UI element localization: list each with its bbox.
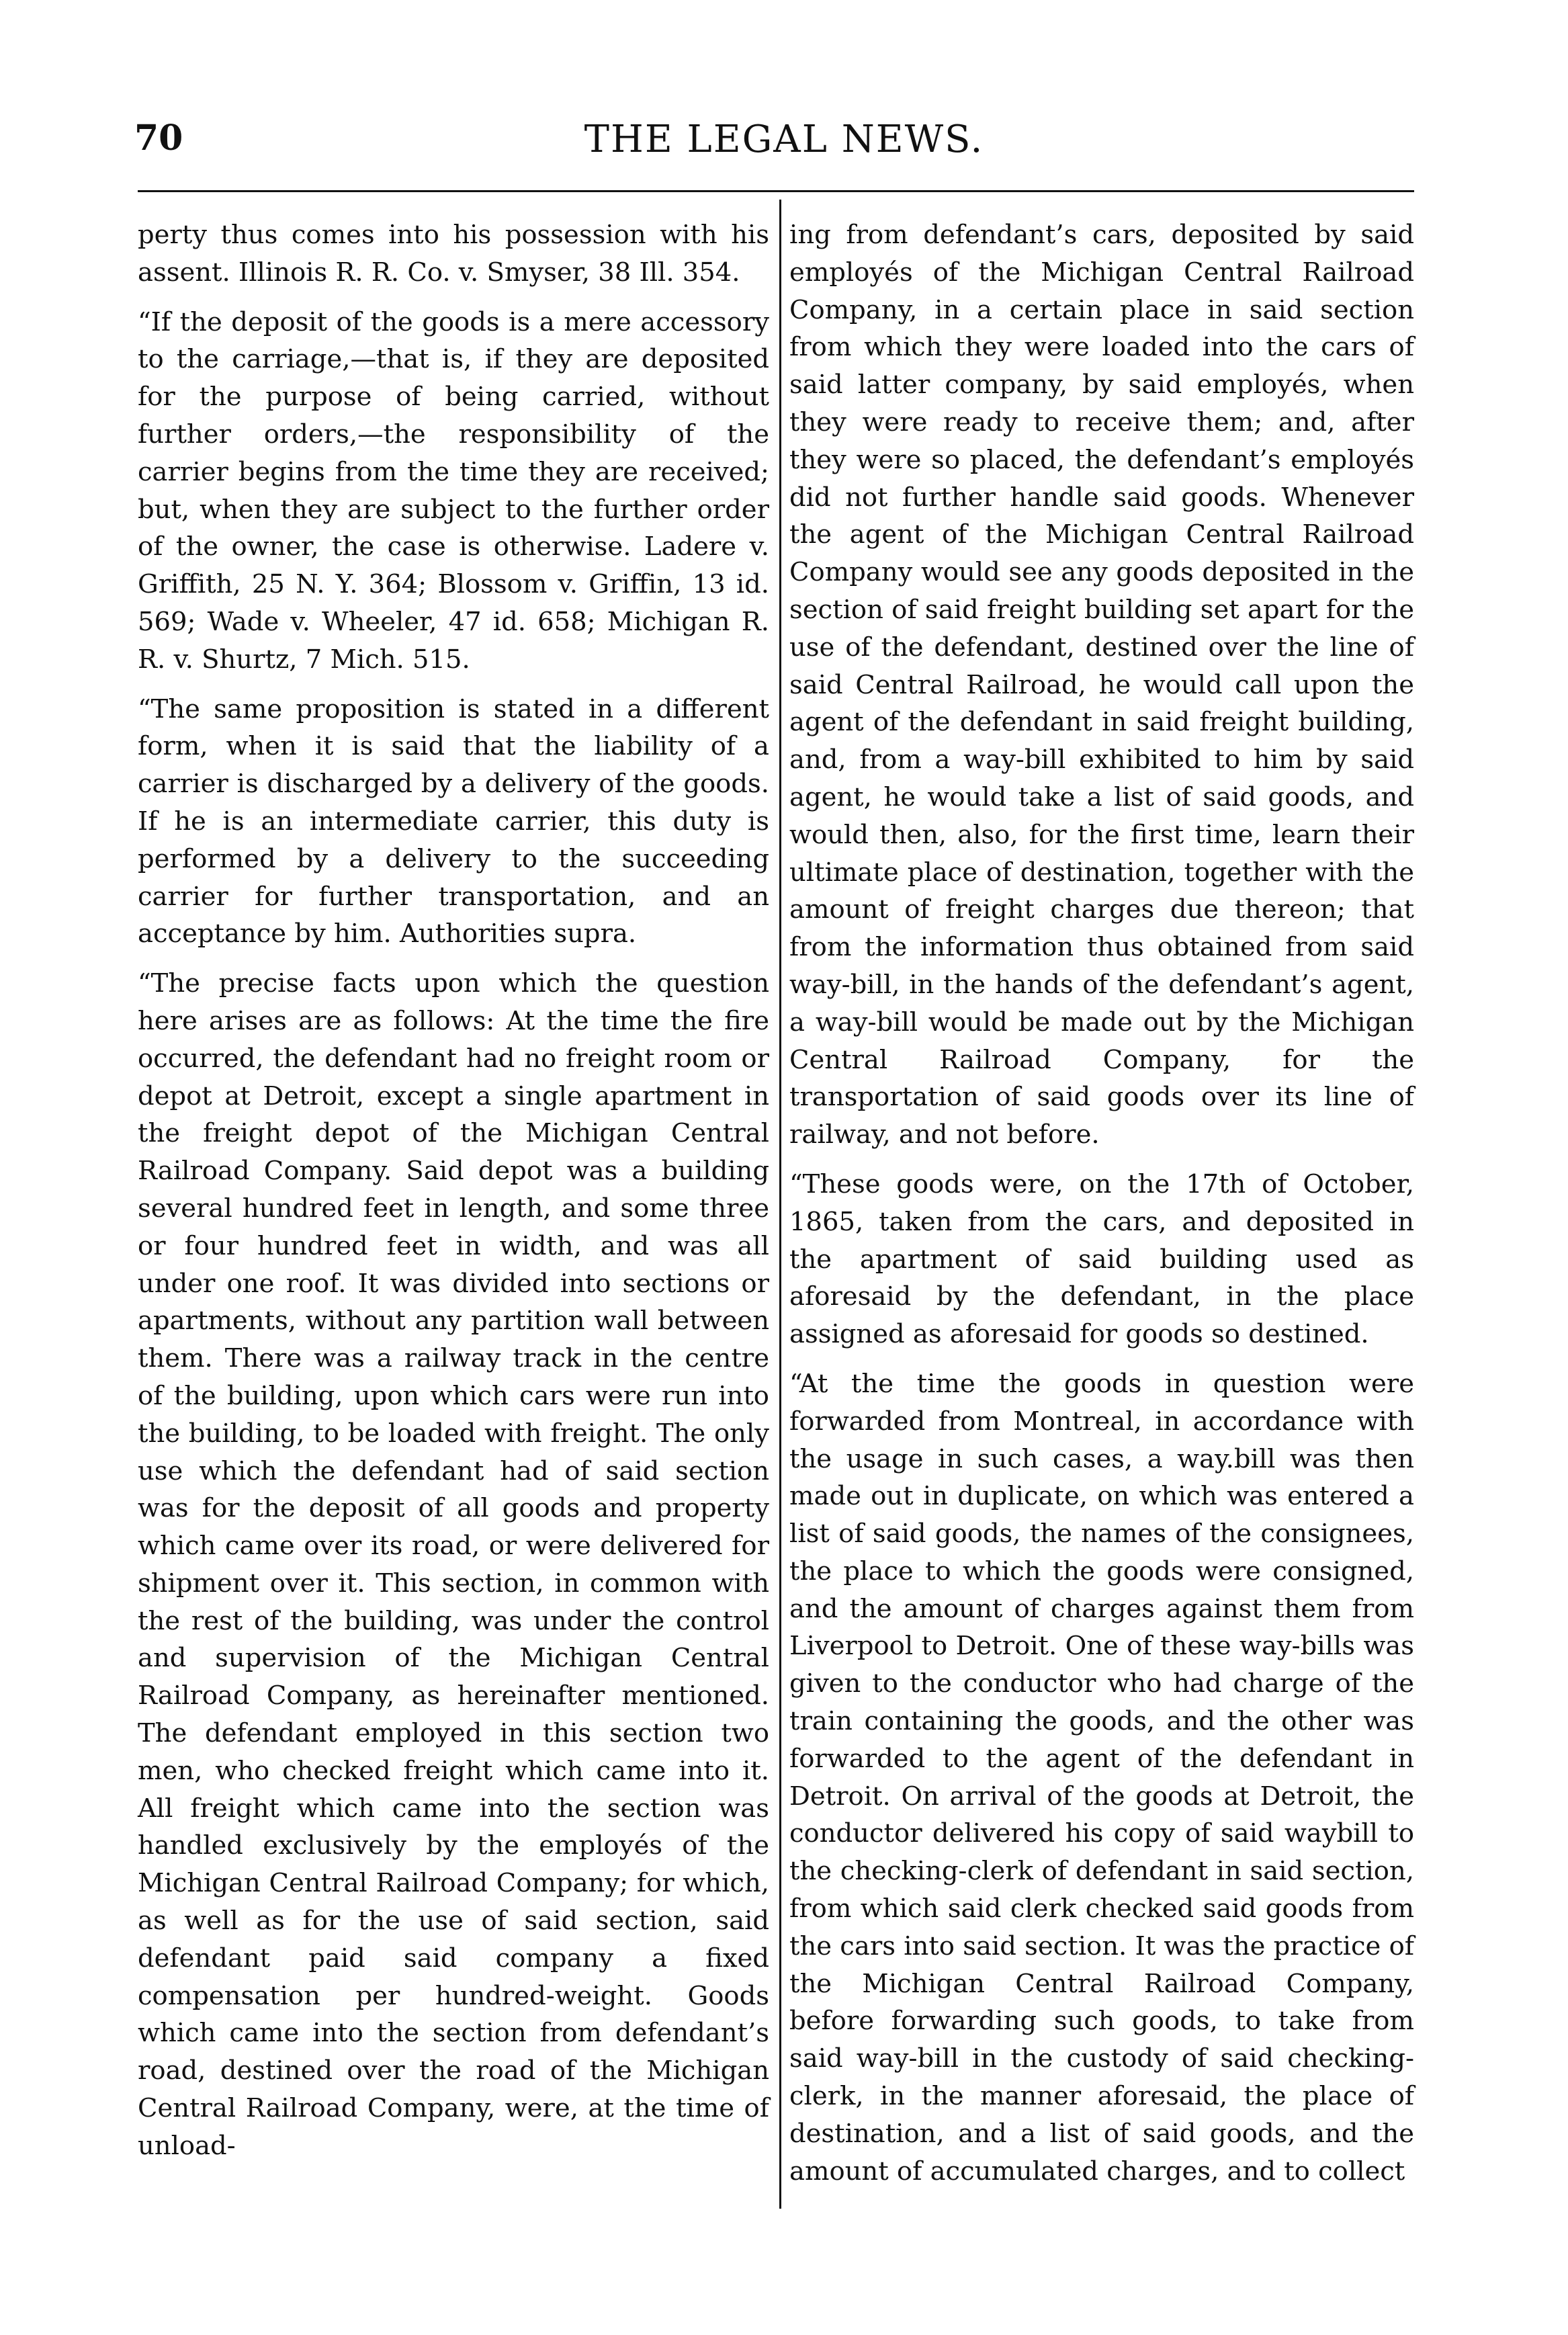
paragraph: ing from defendant’s cars, deposited by said employés of the Michigan Central Railroad Company, in a certain place in said section from which they were loaded into the cars of said latter company, by said employés, when they were ready to receive them; and, after they were so placed, the defendant’s employés did not further handle said goods. Whenever the agent of the Michigan Central Railroad Company would see any goods deposited in the section of said freight building set apart for the use of the defendant, destined over the line of said Central Railroad, he would call upon the agent of the defendant in said freight building, and, from a way-bill exhibited to him by said agent, he would take a list of said goods, and would then, also, for the first time, learn their ultimate place of destination, together with the amount of freight charges due thereon; that from the information thus obtained from said way-bill, in the hands of the defendant’s agent, a way-bill would be made out by the Michigan Central Railroad Company, for the transportation of said goods over its line of railway, and not before.: [789, 220, 1414, 1150]
right-column: [789, 216, 1414, 2202]
header-rule: [138, 190, 1414, 192]
paragraph: “At the time the goods in question were forwarded from Montreal, in accordance with the usage in such cases, a way.bill was then made out in duplicate, on which was entered a list of said goods, the names of the consignees, the place to which the goods were consigned, and the amount of charges against them from Liverpool to Detroit. One of these way-bills was given to the conductor who had charge of the train containing the goods, and the other was forwarded to the agent of the defendant in Detroit. On arrival of the goods at Detroit, the conductor delivered his copy of said waybill to the checking-clerk of defendant in said section, from which said clerk checked said goods from the cars into said section. It was the practice of the Michigan Central Railroad Company, before forwarding such goods, to take from said way-bill in the custody of said checking-clerk, in the manner aforesaid, the place of destination, and a list of said goods, and the amount of accumulated charges, and to collect: [789, 1368, 1414, 2187]
paragraph: “If the deposit of the goods is a mere accessory to the carriage,—that is, if they are deposited for the purpose of being carried, without further orders,—the responsibility of the carrier begins from the time they are received; but, when they are subject to the further order of the owner, the case is otherwise. Ladere v. Griffith, 25 N. Y. 364; Blossom v. Griffin, 13 id. 569; Wade v. Wheeler, 47 id. 658; Michigan R. R. v. Shurtz, 7 Mich. 515.: [138, 306, 769, 675]
running-head-title: THE LEGAL NEWS.: [584, 118, 984, 161]
left-column: [138, 216, 769, 2177]
paragraph: “The precise facts upon which the question here arises are as follows: At the time the fire occurred, the defendant had no freight room or depot at Detroit, except a single apartment in the freight depot of the Michigan Central Railroad Company. Said depot was a building several hundred feet in length, and some three or four hundred feet in width, and was all under one roof. It was divided into sections or apartments, without any partition wall between them. There was a railway track in the centre of the building, upon which cars were run into the building, to be loaded with freight. The only use which the defendant had of said section was for the deposit of all goods and property which came over its road, or were delivered for shipment over it. This section, in common with the rest of the building, was under the control and supervision of the Michigan Central Railroad Company, as hereinafter mentioned. The defendant employed in this section two men, who checked freight which came into it. All freight which came into the section was handled exclusively by the employés of the Michigan Central Railroad Company; for which, as well as for the use of said section, said defendant paid said company a fixed compensation per hundred-weight. Goods which came into the section from defendant’s road, destined over the road of the Michigan Central Railroad Company, were, at the time of unload-: [138, 968, 769, 2161]
paragraph: “These goods were, on the 17th of October, 1865, taken from the cars, and deposited in the apartment of said building used as aforesaid by the defendant, in the place assigned as aforesaid for goods so destined.: [789, 1169, 1414, 1350]
page-number: 70: [134, 118, 183, 159]
column-divider: [779, 200, 781, 2209]
paragraph: perty thus comes into his possession with his assent. Illinois R. R. Co. v. Smyser, 38 Ill. 354.: [138, 220, 769, 288]
paragraph: “The same proposition is stated in a different form, when it is said that the liability of a carrier is discharged by a delivery of the goods. If he is an intermediate carrier, this duty is performed by a delivery to the succeeding carrier for further transportation, and an acceptance by him. Authorities supra.: [138, 693, 769, 949]
